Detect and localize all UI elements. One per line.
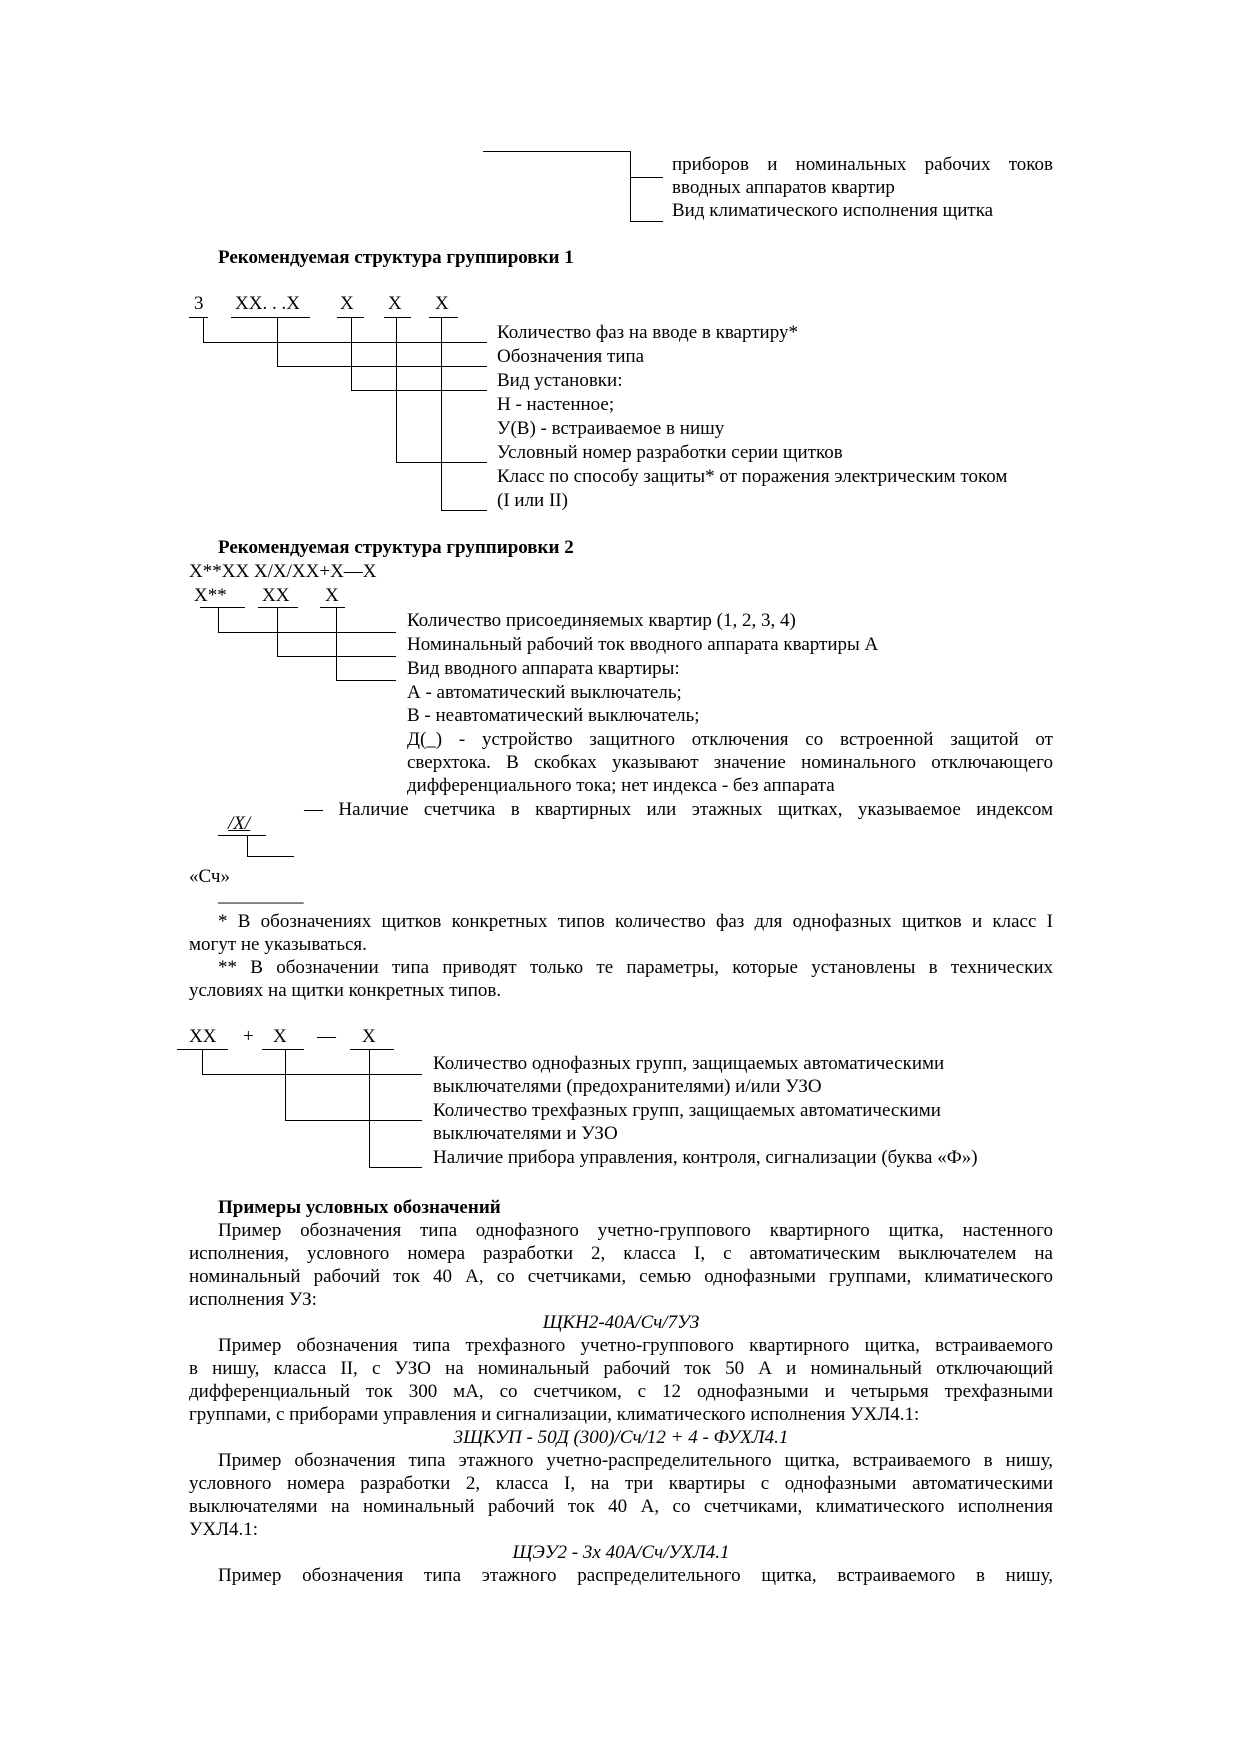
g1-h5 <box>441 510 487 511</box>
g3-line-2: выключателями (предохранителями) и/или УЗО <box>433 1076 822 1097</box>
g1-code-3: 3 <box>194 293 204 314</box>
g3-line-1: Количество однофазных групп, защищаемых автоматическими <box>433 1053 945 1074</box>
g1-ul-5 <box>429 317 458 318</box>
ex2-line-4: группами, с приборами управления и сигнализации, климатического исполнения УХЛ4.1: <box>189 1404 920 1425</box>
meter-vline <box>247 836 248 857</box>
footnote-rule: _________ <box>218 885 304 906</box>
examples-heading: Примеры условных обозначений <box>218 1197 501 1218</box>
g1-h2 <box>277 366 487 367</box>
g1-code-xx: ХХ. . .Х <box>235 293 300 314</box>
g2-h1 <box>218 632 396 633</box>
g1-h3 <box>351 390 487 391</box>
g1-line-1: Количество фаз на вводе в квартиру* <box>497 322 798 343</box>
g1-h4 <box>396 462 487 463</box>
g2-line-4: А - автоматический выключатель; <box>407 682 682 703</box>
top-line-1: приборов и номинальных рабочих токов <box>672 154 1053 175</box>
footnote-1a: * В обозначениях щитков конкретных типов количество фаз для однофазных щитков и класс I <box>218 911 1053 932</box>
top-vline <box>630 151 631 222</box>
ex4-line-1: Пример обозначения типа этажного распределительного щитка, встраиваемого в нишу, <box>218 1565 1053 1586</box>
footnote-2a: ** В обозначении типа приводят только те параметры, которые установлены в технических <box>218 957 1053 978</box>
g2-code-x: Х** <box>194 585 227 606</box>
ex2-line-2: в нишу, класса II, с УЗО на номинальный рабочий ток 50 А и номинальный отключающий <box>189 1358 1053 1379</box>
g3-code-dash: — <box>317 1026 336 1047</box>
g2-line-3: Вид вводного аппарата квартиры: <box>407 658 680 679</box>
g1-code-x1: Х <box>340 293 354 314</box>
g3-v1 <box>202 1049 203 1075</box>
ex3-line-3: выключателями на номинальный рабочий ток 40 А, со счетчиками, климатического исполнения <box>189 1496 1053 1517</box>
g1-v5 <box>441 317 442 511</box>
ex1-line-4: исполнения УЗ: <box>189 1289 317 1310</box>
g2-ul-1 <box>200 607 245 608</box>
g1-v3 <box>351 317 352 391</box>
example-code-2: 3ЩКУП - 50Д (300)/Сч/12 + 4 - ФУХЛ4.1 <box>453 1427 789 1448</box>
top-line-2: вводных аппаратов квартир <box>672 177 895 198</box>
g3-code-xx: ХХ <box>189 1026 217 1047</box>
meter-line: — Наличие счетчика в квартирных или этажных щитках, указываемое индексом <box>304 799 1053 820</box>
g2-ul-3 <box>320 607 345 608</box>
g3-code-x1: Х <box>273 1026 287 1047</box>
footnote-1b: могут не указываться. <box>189 934 367 955</box>
g2-line-2: Номинальный рабочий ток вводного аппарата квартиры А <box>407 634 879 655</box>
top-tick-1 <box>630 177 663 178</box>
ex1-line-1: Пример обозначения типа однофазного учетно-группового квартирного щитка, настенного <box>218 1220 1053 1241</box>
g2-line-7: сверхтока. В скобках указывают значение номинального отключающего <box>407 752 1053 773</box>
g2-v1 <box>218 607 219 633</box>
g1-ul-1 <box>189 317 208 318</box>
g1-h1 <box>203 342 487 343</box>
g2-code-xx: ХХ <box>262 585 290 606</box>
g3-h1 <box>202 1074 422 1075</box>
ex2-line-1: Пример обозначения типа трехфазного учетно-группового квартирного щитка, встраиваемого <box>218 1335 1053 1356</box>
g1-ul-4 <box>384 317 411 318</box>
g3-code-x2: Х <box>362 1026 376 1047</box>
g2-line-6: Д(_) - устройство защитного отключения со встроенной защитой от <box>407 729 1053 750</box>
top-line <box>483 151 630 152</box>
g1-ul-2 <box>231 317 310 318</box>
top-line-3: Вид климатического исполнения щитка <box>672 200 994 221</box>
g3-ul-2 <box>262 1049 304 1050</box>
g3-v3 <box>369 1049 370 1168</box>
group2-formula: Х**ХХ Х/Х/ХХ+Х—Х <box>189 561 377 582</box>
g1-line-7: Класс по способу защиты* от поражения электрическим током <box>497 466 1008 487</box>
g1-line-4: Н - настенное; <box>497 394 615 415</box>
g1-line-6: Условный номер разработки серии щитков <box>497 442 843 463</box>
g1-line-8: (I или II) <box>497 490 568 511</box>
g1-line-5: У(В) - встраиваемое в нишу <box>497 418 725 439</box>
g1-code-x2: Х <box>388 293 402 314</box>
g3-h3 <box>369 1167 422 1168</box>
meter-index: «Сч» <box>189 866 230 887</box>
ex3-line-4: УХЛ4.1: <box>189 1519 259 1540</box>
g3-ul-3 <box>350 1049 394 1050</box>
g2-v3 <box>336 607 337 681</box>
group2-heading: Рекомендуемая структура группировки 2 <box>218 537 574 558</box>
ex2-line-3: дифференциальный ток 300 мА, со счетчиком, с 12 однофазными и четырьмя трехфазными <box>189 1381 1053 1402</box>
meter-code: /Х/ <box>228 813 251 834</box>
g3-line-3: Количество трехфазных групп, защищаемых автоматическими <box>433 1100 941 1121</box>
ex3-line-2: условного номера разработки 2, класса I, на три квартиры с однофазными автоматическими <box>189 1473 1053 1494</box>
g2-line-8: дифференциального тока; нет индекса - без аппарата <box>407 775 835 796</box>
g3-line-4: выключателями и УЗО <box>433 1123 618 1144</box>
g3-line-5: Наличие прибора управления, контроля, сигнализации (буква «Ф») <box>433 1147 978 1168</box>
ex1-line-3: номинальный рабочий ток 40 А, со счетчиками, семью однофазными группами, климатического <box>189 1266 1053 1287</box>
g1-line-3: Вид установки: <box>497 370 623 391</box>
g2-h2 <box>277 656 396 657</box>
g2-h3 <box>336 680 396 681</box>
ex3-line-1: Пример обозначения типа этажного учетно-распределительного щитка, встраиваемого в нишу, <box>218 1450 1053 1471</box>
g3-code-plus: + <box>243 1026 254 1047</box>
g1-line-2: Обозначения типа <box>497 346 645 367</box>
meter-code-underline <box>218 835 266 836</box>
example-code-1: ЩКН2-40А/Сч/7УЗ <box>542 1312 700 1333</box>
ex1-line-2: исполнения, условного номера разработки 2, класса I, с автоматическим выключателем на <box>189 1243 1053 1264</box>
g1-code-x3: Х <box>435 293 449 314</box>
g2-ul-2 <box>258 607 298 608</box>
g3-v2 <box>285 1049 286 1121</box>
group1-heading: Рекомендуемая структура группировки 1 <box>218 247 574 268</box>
footnote-2b: условиях на щитки конкретных типов. <box>189 980 502 1001</box>
g3-h2 <box>285 1120 422 1121</box>
g2-line-1: Количество присоединяемых квартир (1, 2, 3, 4) <box>407 610 796 631</box>
top-tick-2 <box>630 221 663 222</box>
g2-line-5: В - неавтоматический выключатель; <box>407 705 700 726</box>
g2-code-x3: Х <box>325 585 339 606</box>
g1-v1 <box>203 317 204 343</box>
meter-hline <box>247 856 294 857</box>
example-code-3: ЩЭУ2 - 3х 40А/Сч/УХЛ4.1 <box>512 1542 730 1563</box>
